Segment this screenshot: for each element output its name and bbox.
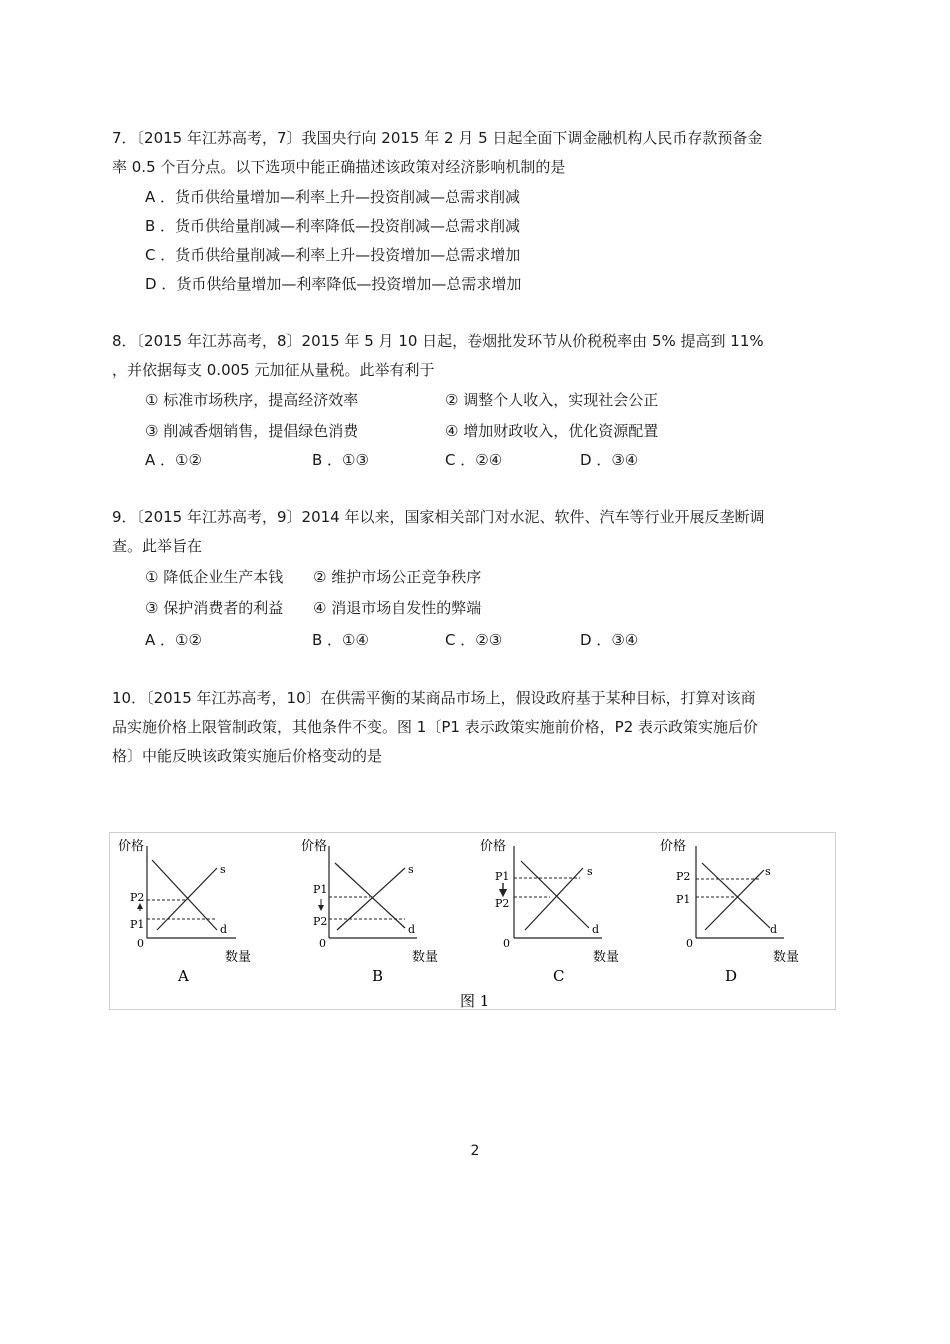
question-9-stem [112, 503, 858, 561]
panel-a-letter: A [178, 967, 189, 985]
question-9-answer-d: D ．③④ [580, 631, 639, 649]
question-10-stem-line-1: 10．〔2015 年江苏高考，10〕在供需平衡的某商品市场上，假设政府基于某种目标，打算对该商 [112, 689, 756, 707]
question-8-item-4: ④ 增加财政收入，优化资源配置 [445, 422, 659, 440]
figure-1-svg [110, 833, 837, 1011]
question-9-stem-line-1: 9．〔2015 年江苏高考，9〕2014 年以来，国家相关部门对水泥、软件、汽车等行业开展反垄断调 [112, 508, 765, 526]
question-9-item-3: ③ 保护消费者的利益 [145, 599, 284, 617]
question-7-stem [112, 124, 858, 182]
panel-a-y-axis-label: 价格 [118, 839, 145, 854]
panel-c-demand-curve [521, 861, 589, 928]
question-10-stem [112, 684, 858, 771]
question-8-stem [112, 327, 858, 385]
panel-b-supply-label: s [408, 863, 414, 876]
question-8-stem-line-2: ，并依据每支 0.005 元加征从量税。此举有利于 [112, 361, 435, 379]
panel-a-lower-price-label: P1 [130, 918, 145, 931]
question-9-answer-a: A ．①② [145, 631, 202, 649]
panel-b-y-axis-label: 价格 [301, 839, 328, 854]
panel-d-supply-label: s [765, 865, 771, 878]
panel-a-demand-label: d [220, 923, 228, 936]
panel-d [660, 838, 799, 985]
question-8-answer-d: D ．③④ [580, 451, 639, 469]
question-8-answer-b: B ．①③ [312, 451, 369, 469]
figure-caption: 图 1 [460, 992, 490, 1010]
question-9-answer-b: B ．①④ [312, 631, 369, 649]
panel-a-upper-price-label: P2 [130, 891, 145, 904]
question-9-answer-c: C ．②③ [445, 631, 503, 649]
question-9-item-2: ② 维护市场公正竞争秩序 [313, 568, 482, 586]
panel-d-y-axis-label: 价格 [660, 839, 687, 854]
question-8-stem-line-1: 8．〔2015 年江苏高考，8〕2015 年 5 月 10 日起，卷烟批发环节从价税税率由 5% 提高到 11% [112, 332, 764, 350]
question-7-option-c: C ．货币供给量削减—利率上升—投资增加—总需求增加 [145, 246, 521, 264]
panel-c-supply-curve [525, 868, 583, 930]
question-8-answer-a: A ．①② [145, 451, 202, 469]
panel-c-x-axis-label: 数量 [593, 950, 620, 965]
panel-c-letter: C [553, 967, 565, 985]
panel-d-origin-label: 0 [686, 937, 693, 950]
question-9-item-4: ④ 消退市场自发性的弊端 [313, 599, 482, 617]
question-8-item-3: ③ 削减香烟销售，提倡绿色消费 [145, 422, 359, 440]
panel-c-y-axis-label: 价格 [480, 839, 507, 854]
figure-1 [109, 832, 836, 1010]
panel-b-supply-curve [337, 868, 405, 930]
panel-d-upper-price-label: P2 [676, 870, 691, 883]
question-8-item-2: ② 调整个人收入，实现社会公正 [445, 391, 659, 409]
question-7-option-a: A ．货币供给量增加—利率上升—投资削减—总需求削减 [145, 188, 521, 206]
panel-d-x-axis-label: 数量 [773, 950, 800, 965]
panel-b [301, 838, 438, 985]
panel-a-x-axis-label: 数量 [225, 950, 252, 965]
question-9-stem-line-2: 查。此举旨在 [112, 537, 203, 555]
question-8-answer-c: C ．②④ [445, 451, 503, 469]
panel-b-lower-price-label: P2 [313, 915, 328, 928]
question-7-stem-line-2: 率 0.5 个百分点。以下选项中能正确描述该政策对经济影响机制的是 [112, 158, 566, 176]
panel-b-upper-price-label: P1 [313, 883, 328, 896]
question-7-option-d: D ．货币供给量增加—利率降低—投资增加—总需求增加 [145, 275, 522, 293]
panel-d-letter: D [725, 967, 738, 985]
panel-d-lower-price-label: P1 [676, 893, 691, 906]
panel-c-demand-label: d [592, 923, 600, 936]
question-8-item-1: ① 标准市场秩序，提高经济效率 [145, 391, 359, 409]
panel-b-origin-label: 0 [319, 937, 326, 950]
panel-c-supply-label: s [587, 865, 593, 878]
panel-b-demand-curve [335, 863, 405, 928]
question-9-item-1: ① 降低企业生产本钱 [145, 568, 284, 586]
panel-a [118, 838, 251, 985]
question-7-stem-line-1: 7．〔2015 年江苏高考，7〕我国央行向 2015 年 2 月 5 日起全面下调金融机构人民币存款预备金 [112, 129, 763, 147]
panel-c-lower-price-label: P2 [495, 897, 510, 910]
panel-b-letter: B [372, 967, 384, 985]
panel-a-origin-label: 0 [137, 937, 144, 950]
question-7-option-b: B ．货币供给量削减—利率降低—投资削减—总需求削减 [145, 217, 521, 235]
panel-a-supply-label: s [220, 863, 226, 876]
panel-c-upper-price-label: P1 [495, 870, 510, 883]
panel-c [480, 838, 619, 985]
page-number: 2 [470, 1143, 480, 1159]
panel-c-origin-label: 0 [503, 937, 510, 950]
question-10-stem-line-2: 品实施价格上限管制政策，其他条件不变。图 1〔P1 表示政策实施前价格，P2 表示政策实施后价 [112, 718, 759, 736]
panel-d-demand-label: d [770, 923, 778, 936]
panel-b-demand-label: d [408, 923, 416, 936]
panel-d-demand-curve [702, 863, 770, 928]
panel-b-x-axis-label: 数量 [412, 950, 439, 965]
question-10-stem-line-3: 格〕中能反映该政策实施后价格变动的是 [112, 747, 383, 765]
